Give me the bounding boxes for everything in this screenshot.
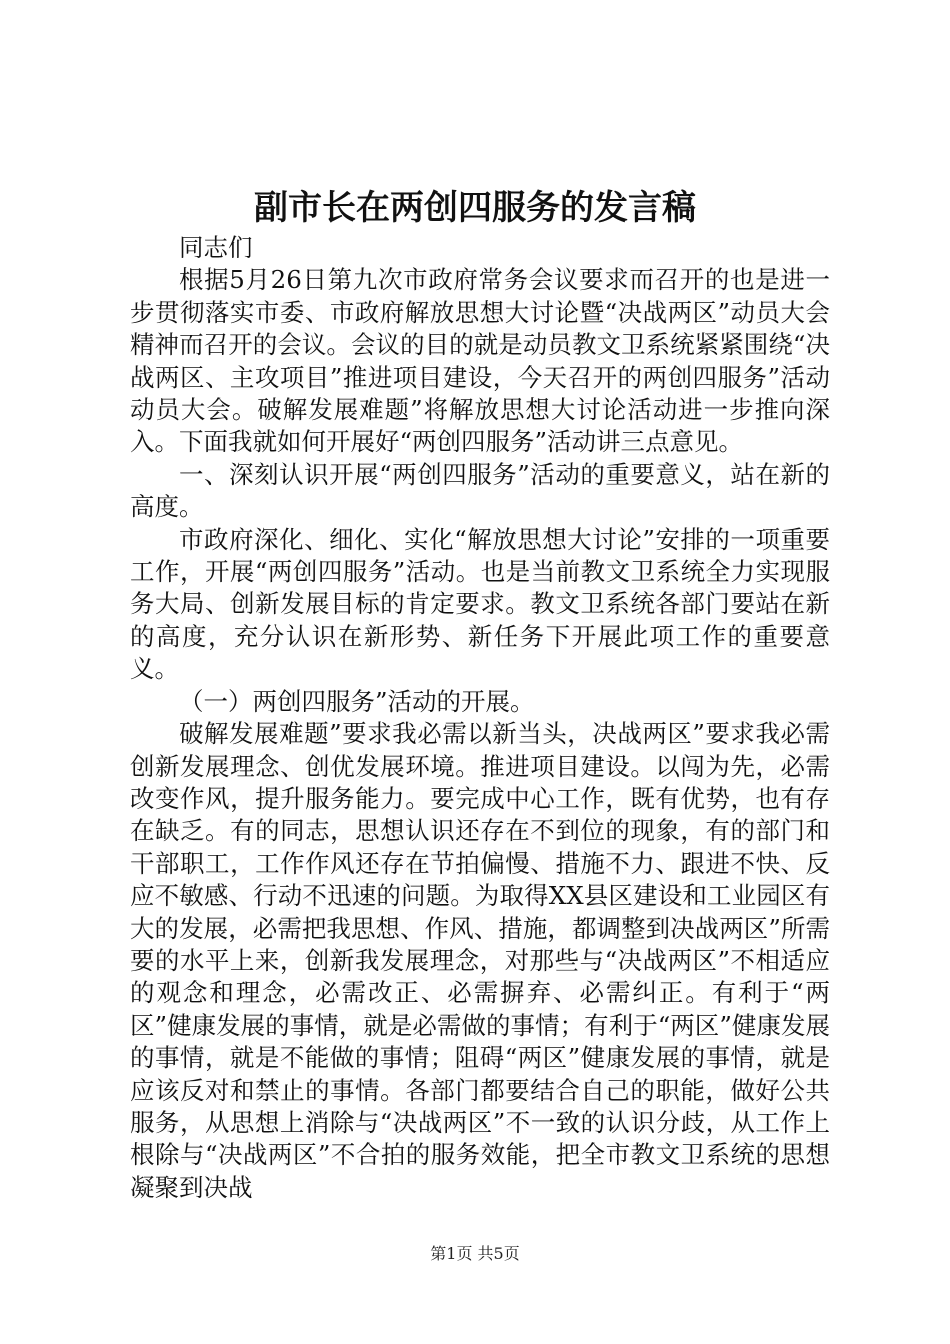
paragraph-salutation: 同志们 <box>179 233 253 262</box>
document-body <box>130 232 830 1204</box>
paragraph-intro: 根据5月26日第九次市政府常务会议要求而召开的也是进一步贯彻落实市委、市政府解放思想大讨论暨“决战两区”动员大会精神而召开的会议。会议的目的就是动员教文卫系统紧紧围绕“决战两区、主攻项目”推进项目建设，今天召开的两创四服务”活动动员大会。破解发展难题”将解放思想大讨论活动进一步推向深入。下面我就如何开展好“两创四服务”活动讲三点意见。 <box>130 265 830 457</box>
paragraph-significance: 市政府深化、细化、实化“解放思想大讨论”安排的一项重要工作，开展“两创四服务”活动。也是当前教文卫系统全力实现服务大局、创新发展目标的肯定要求。教文卫系统各部门要站在新的高度，充分认识在新形势、新任务下开展此项工作的重要意义。 <box>130 524 830 684</box>
paragraph-subheading-1: （一）两创四服务”活动的开展。 <box>179 686 535 716</box>
paragraph-heading-1: 一、深刻认识开展“两创四服务”活动的重要意义，站在新的高度。 <box>130 459 830 522</box>
paragraph-development: 破解发展难题”要求我必需以新当头，决战两区”要求我必需创新发展理念、创优发展环境。推进项目建设。以闯为先，必需改变作风，提升服务能力。要完成中心工作，既有优势，也有存在缺乏。有的同志，思想认识还存在不到位的现象，有的部门和干部职工，工作作风还存在节拍偏慢、措施不力、跟进不快、反应不敏感、行动不迅速的问题。为取得XX县区建设和工业园区有大的发展，必需把我思想、作风、措施，都调整到决战两区”所需要的水平上来，创新我发展理念，对那些与“决战两区”不相适应的观念和理念，必需改正、必需摒弃、必需纠正。有利于“两区”健康发展的事情，就是必需做的事情；有利于“两区”健康发展的事情，就是不能做的事情；阻碍“两区”健康发展的事情，就是应该反对和禁止的事情。各部门都要结合自己的职能，做好公共服务，从思想上消除与“决战两区”不一致的认识分歧，从工作上根除与“决战两区”不合拍的服务效能，把全市教文卫系统的思想凝聚到决战 <box>130 719 830 1202</box>
document-title: 副市长在两创四服务的发言稿 <box>254 188 696 228</box>
page-footer: 第1页 共5页 <box>430 1244 520 1263</box>
